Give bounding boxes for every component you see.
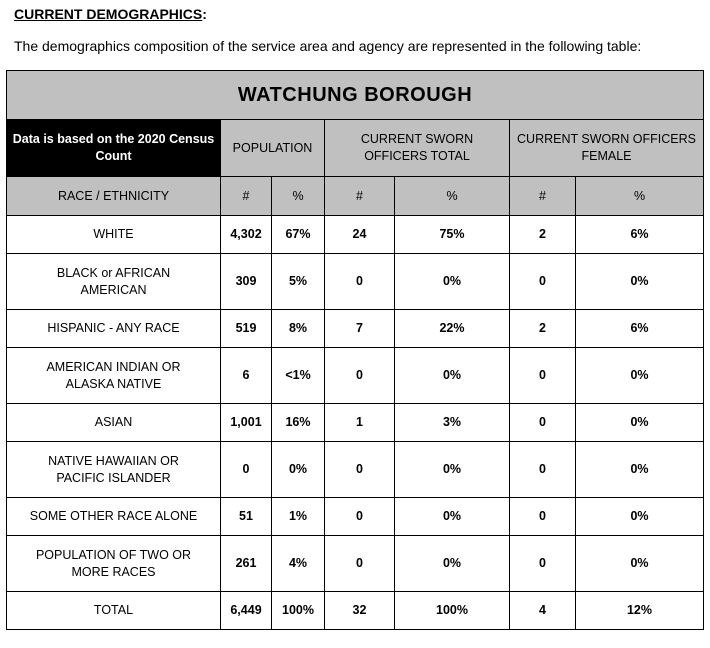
cell-value: 4% [272,536,325,592]
cell-value: 0 [325,536,395,592]
table-row [7,592,704,630]
cell-value: 0% [576,536,704,592]
group-header-officers-female: CURRENT SWORN OFFICERS FEMALE [510,120,704,177]
cell-value: 3% [395,404,510,442]
cell-value: 67% [272,216,325,254]
cell-value: 4 [510,592,576,630]
section-heading [14,6,207,22]
cell-value: 2 [510,216,576,254]
cell-value: 0 [510,348,576,404]
row-label: SOME OTHER RACE ALONE [7,498,221,536]
row-label: WHITE [7,216,221,254]
cell-value: 0 [510,536,576,592]
row-label: POPULATION OF TWO OR MORE RACES [7,536,221,592]
table-body [7,216,704,630]
cell-value: 5% [272,254,325,310]
cell-value: 519 [221,310,272,348]
cell-value: 0 [325,254,395,310]
cell-value: 0 [221,442,272,498]
cell-value: 0 [325,442,395,498]
section-heading-colon: : [202,6,207,22]
cell-value: 309 [221,254,272,310]
cell-value: 0% [576,498,704,536]
cell-value: 32 [325,592,395,630]
cell-value: 6 [221,348,272,404]
table-row [7,348,704,404]
cell-value: 0% [395,498,510,536]
table-row [7,404,704,442]
cell-value: 100% [272,592,325,630]
cell-value: 0% [395,348,510,404]
column-header: % [576,177,704,216]
cell-value: 0% [576,442,704,498]
cell-value: 261 [221,536,272,592]
column-header: # [510,177,576,216]
cell-value: 0 [510,498,576,536]
column-header: % [272,177,325,216]
column-header: # [325,177,395,216]
table-row [7,310,704,348]
section-heading-text: CURRENT DEMOGRAPHICS [14,6,203,22]
column-header: % [395,177,510,216]
race-ethnicity-header: RACE / ETHNICITY [7,177,221,216]
cell-value: 1% [272,498,325,536]
census-note: Data is based on the 2020 Census Count [7,120,221,177]
row-label: TOTAL [7,592,221,630]
cell-value: 16% [272,404,325,442]
cell-value: 0% [395,442,510,498]
cell-value: 75% [395,216,510,254]
table-row [7,254,704,310]
cell-value: 0 [325,348,395,404]
cell-value: 4,302 [221,216,272,254]
row-label: NATIVE HAWAIIAN OR PACIFIC ISLANDER [7,442,221,498]
cell-value: 51 [221,498,272,536]
cell-value: 0% [395,536,510,592]
cell-value: 0 [510,442,576,498]
cell-value: 12% [576,592,704,630]
cell-value: 0% [576,404,704,442]
cell-value: 0 [510,254,576,310]
cell-value: 22% [395,310,510,348]
cell-value: 6% [576,216,704,254]
cell-value: 6% [576,310,704,348]
cell-value: 1 [325,404,395,442]
row-label: AMERICAN INDIAN OR ALASKA NATIVE [7,348,221,404]
cell-value: 0% [272,442,325,498]
table-title: WATCHUNG BOROUGH [7,71,704,120]
cell-value: 0 [325,498,395,536]
cell-value: 0% [576,254,704,310]
intro-paragraph: The demographics composition of the service area and agency are represented in the following table: [14,38,642,54]
table-row [7,498,704,536]
cell-value: 6,449 [221,592,272,630]
cell-value: 8% [272,310,325,348]
table-row [7,536,704,592]
row-label: HISPANIC - ANY RACE [7,310,221,348]
table-row [7,216,704,254]
group-header-population: POPULATION [221,120,325,177]
cell-value: 100% [395,592,510,630]
row-label: ASIAN [7,404,221,442]
row-label: BLACK or AFRICAN AMERICAN [7,254,221,310]
cell-value: 24 [325,216,395,254]
table-row [7,442,704,498]
cell-value: 0% [395,254,510,310]
cell-value: 7 [325,310,395,348]
cell-value: 0% [576,348,704,404]
cell-value: 1,001 [221,404,272,442]
cell-value: <1% [272,348,325,404]
group-header-officers-total: CURRENT SWORN OFFICERS TOTAL [325,120,510,177]
cell-value: 0 [510,404,576,442]
demographics-table [6,70,704,630]
cell-value: 2 [510,310,576,348]
column-header: # [221,177,272,216]
